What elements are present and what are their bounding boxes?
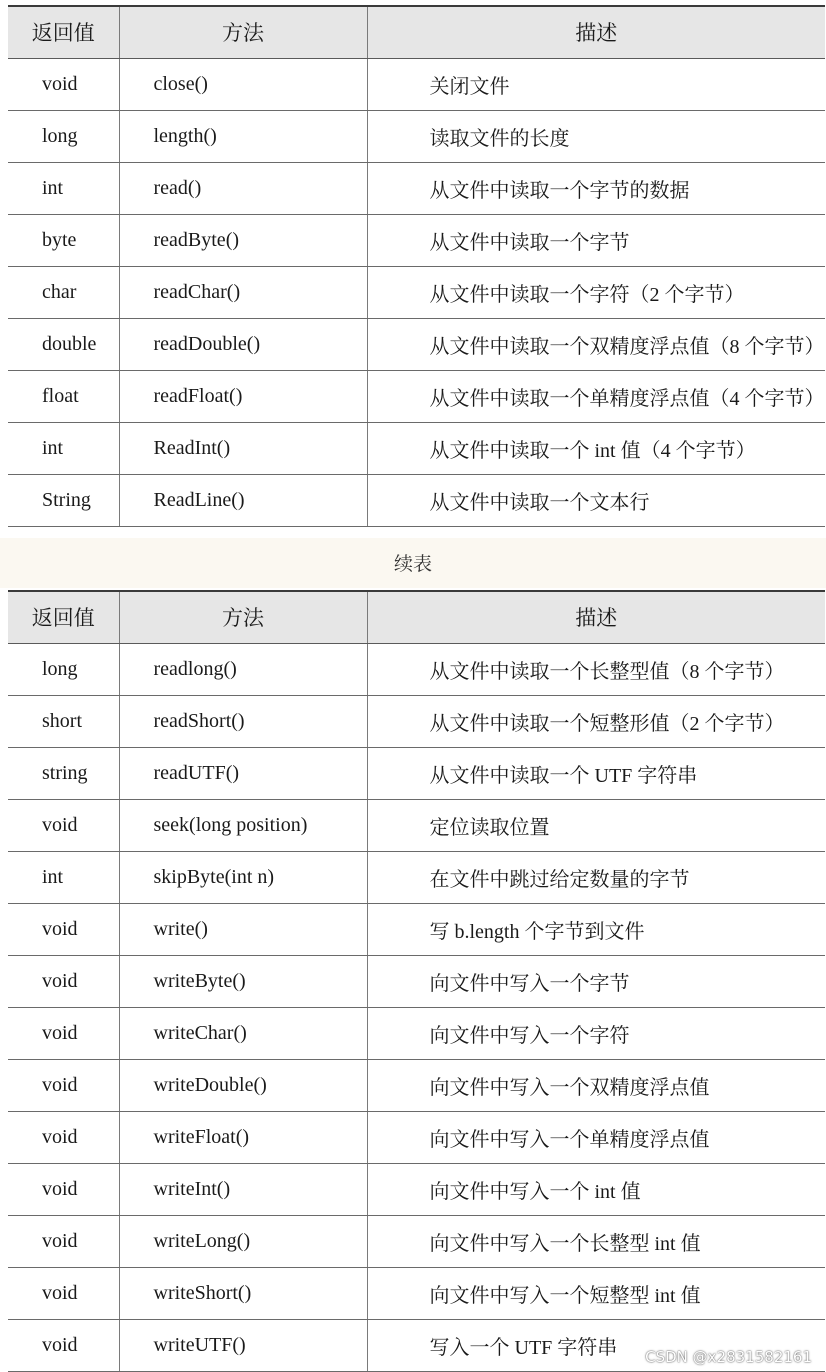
cell-method: writeUTF()	[119, 1319, 367, 1371]
cell-return-type: void	[8, 903, 119, 955]
cell-description: 从文件中读取一个字符（2 个字节）	[367, 266, 825, 318]
cell-description: 从文件中读取一个文本行	[367, 474, 825, 526]
cell-description: 从文件中读取一个字节	[367, 214, 825, 266]
table-row	[8, 1267, 825, 1319]
table-row	[8, 1163, 825, 1215]
cell-description: 从文件中读取一个长整型值（8 个字节）	[367, 643, 825, 695]
cell-method: writeLong()	[119, 1215, 367, 1267]
cell-method: ReadLine()	[119, 474, 367, 526]
table-row	[8, 799, 825, 851]
cell-method: write()	[119, 903, 367, 955]
table-row	[8, 903, 825, 955]
cell-return-type: string	[8, 747, 119, 799]
top-strip	[0, 0, 826, 4]
cell-return-type: int	[8, 162, 119, 214]
table-row	[8, 422, 825, 474]
cell-method: skipByte(int n)	[119, 851, 367, 903]
table-header-row	[8, 6, 825, 58]
cell-method: length()	[119, 110, 367, 162]
header-description: 描述	[367, 6, 825, 58]
cell-method: readDouble()	[119, 318, 367, 370]
cell-description: 写 b.length 个字节到文件	[367, 903, 825, 955]
cell-return-type: void	[8, 799, 119, 851]
cell-method: writeInt()	[119, 1163, 367, 1215]
cell-method: readByte()	[119, 214, 367, 266]
cell-return-type: void	[8, 1163, 119, 1215]
table-row	[8, 474, 825, 526]
continued-caption: 续表	[393, 553, 432, 575]
cell-description: 向文件中写入一个短整型 int 值	[367, 1267, 825, 1319]
cell-method: read()	[119, 162, 367, 214]
table-row	[8, 1059, 825, 1111]
cell-description: 读取文件的长度	[367, 110, 825, 162]
table-row	[8, 162, 825, 214]
table-row	[8, 955, 825, 1007]
table-row	[8, 851, 825, 903]
cell-description: 向文件中写入一个字节	[367, 955, 825, 1007]
cell-return-type: char	[8, 266, 119, 318]
cell-return-type: void	[8, 1007, 119, 1059]
header-method: 方法	[119, 591, 367, 643]
cell-method: writeShort()	[119, 1267, 367, 1319]
table-row	[8, 747, 825, 799]
header-return-type: 返回值	[8, 6, 119, 58]
cell-method: ReadInt()	[119, 422, 367, 474]
cell-description: 关闭文件	[367, 58, 825, 110]
table-header-row	[8, 591, 825, 643]
cell-description: 从文件中读取一个双精度浮点值（8 个字节）	[367, 318, 825, 370]
cell-description: 定位读取位置	[367, 799, 825, 851]
cell-description: 从文件中读取一个短整形值（2 个字节）	[367, 695, 825, 747]
table-row	[8, 318, 825, 370]
cell-description: 向文件中写入一个双精度浮点值	[367, 1059, 825, 1111]
watermark: CSDN @x2831582161	[645, 1348, 812, 1366]
cell-description: 在文件中跳过给定数量的字节	[367, 851, 825, 903]
cell-description: 向文件中写入一个长整型 int 值	[367, 1215, 825, 1267]
cell-return-type: void	[8, 1059, 119, 1111]
cell-description: 从文件中读取一个 UTF 字符串	[367, 747, 825, 799]
cell-return-type: void	[8, 1319, 119, 1371]
cell-description: 向文件中写入一个 int 值	[367, 1163, 825, 1215]
table-row	[8, 266, 825, 318]
table-row	[8, 58, 825, 110]
cell-description: 向文件中写入一个单精度浮点值	[367, 1111, 825, 1163]
cell-return-type: long	[8, 110, 119, 162]
cell-return-type: short	[8, 695, 119, 747]
cell-method: writeChar()	[119, 1007, 367, 1059]
cell-method: readChar()	[119, 266, 367, 318]
cell-method: writeByte()	[119, 955, 367, 1007]
table-row	[8, 643, 825, 695]
cell-description: 从文件中读取一个 int 值（4 个字节）	[367, 422, 825, 474]
cell-return-type: byte	[8, 214, 119, 266]
header-method: 方法	[119, 6, 367, 58]
cell-return-type: void	[8, 1267, 119, 1319]
table-row	[8, 1215, 825, 1267]
cell-description: 从文件中读取一个单精度浮点值（4 个字节）	[367, 370, 825, 422]
table-row	[8, 695, 825, 747]
cell-method: writeDouble()	[119, 1059, 367, 1111]
cell-method: readFloat()	[119, 370, 367, 422]
cell-return-type: int	[8, 851, 119, 903]
methods-table	[8, 5, 825, 527]
cell-method: readlong()	[119, 643, 367, 695]
header-return-type: 返回值	[8, 591, 119, 643]
table-row	[8, 1111, 825, 1163]
table-row	[8, 214, 825, 266]
table-row	[8, 370, 825, 422]
cell-return-type: void	[8, 58, 119, 110]
table-row	[8, 1007, 825, 1059]
cell-method: seek(long position)	[119, 799, 367, 851]
cell-description: 从文件中读取一个字节的数据	[367, 162, 825, 214]
table-body	[8, 58, 825, 526]
cell-description: 向文件中写入一个字符	[367, 1007, 825, 1059]
cell-return-type: int	[8, 422, 119, 474]
cell-method: readShort()	[119, 695, 367, 747]
methods-table-continued	[8, 590, 825, 1372]
cell-method: writeFloat()	[119, 1111, 367, 1163]
header-description: 描述	[367, 591, 825, 643]
cell-return-type: void	[8, 955, 119, 1007]
cell-method: close()	[119, 58, 367, 110]
cell-return-type: void	[8, 1215, 119, 1267]
cell-return-type: long	[8, 643, 119, 695]
cell-method: readUTF()	[119, 747, 367, 799]
table-body	[8, 643, 825, 1371]
cell-return-type: float	[8, 370, 119, 422]
cell-return-type: void	[8, 1111, 119, 1163]
cell-return-type: double	[8, 318, 119, 370]
table-row	[8, 110, 825, 162]
cell-description: 写入一个 UTF 字符串	[367, 1319, 825, 1371]
cell-return-type: String	[8, 474, 119, 526]
